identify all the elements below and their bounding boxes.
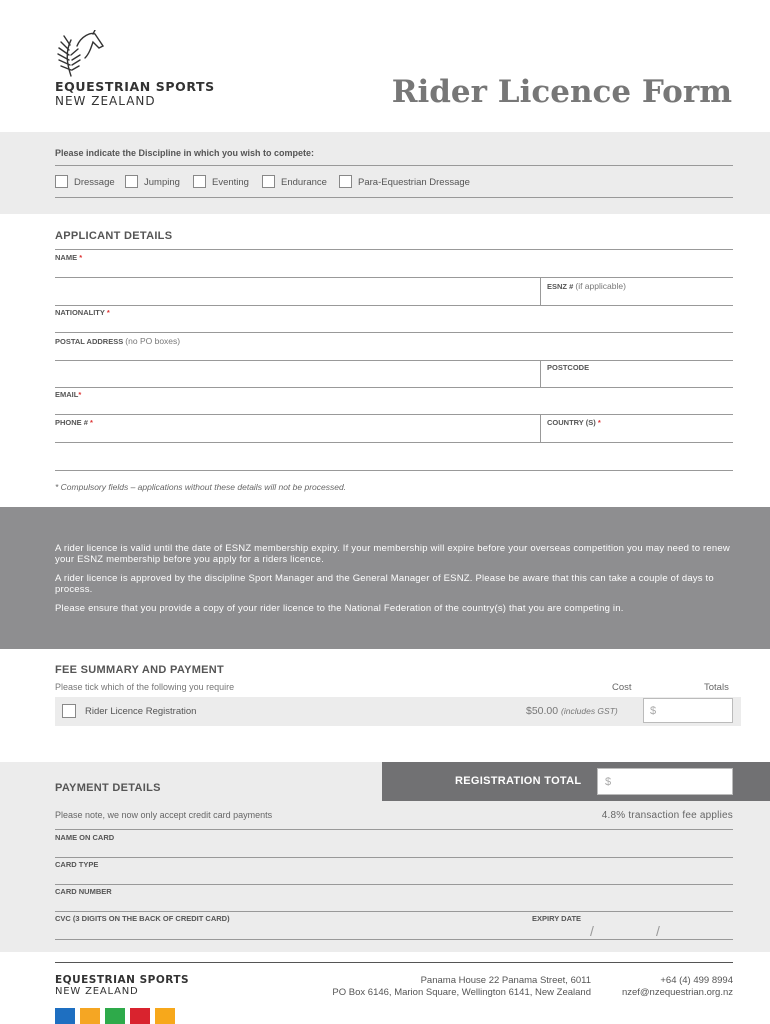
esnz-field[interactable] [55, 305, 733, 306]
discipline-section [0, 132, 770, 214]
rider-licence-checkbox[interactable] [62, 704, 76, 718]
card-number-label: CARD NUMBER [55, 887, 112, 896]
expiry-separator: / [656, 923, 660, 939]
cvc-expiry-field[interactable] [55, 939, 733, 940]
rider-licence-label: Rider Licence Registration [85, 706, 197, 717]
name-field[interactable] [55, 277, 733, 278]
postcode-label: POSTCODE [547, 363, 590, 372]
footer-email[interactable]: nzef@nzequestrian.org.nz [621, 987, 733, 998]
esnz-label: ESNZ # (if applicable) [547, 281, 626, 291]
footer-address-line-1: Panama House 22 Panama Street, 6011 [420, 975, 591, 986]
card-type-field[interactable] [55, 884, 733, 885]
para-dressage-checkbox[interactable] [339, 175, 352, 188]
para-dressage-label: Para-Equestrian Dressage [358, 177, 470, 188]
discipline-prompt: Please indicate the Discipline in which you wish to compete: [55, 148, 315, 158]
country-extra-field[interactable] [55, 470, 733, 471]
jumping-checkbox[interactable] [125, 175, 138, 188]
esnz-logo [55, 30, 109, 78]
postal-address-label: POSTAL ADDRESS (no PO boxes) [55, 336, 181, 346]
expiry-separator: / [590, 923, 594, 939]
divider [55, 165, 733, 166]
brand-swatch-green [105, 1008, 125, 1024]
name-label: NAME * [55, 253, 83, 262]
eventing-checkbox[interactable] [193, 175, 206, 188]
name-on-card-label: NAME ON CARD [55, 833, 115, 842]
divider [55, 197, 733, 198]
postcode-field[interactable] [55, 387, 733, 388]
divider [55, 249, 733, 250]
eventing-label: Eventing [212, 177, 249, 188]
footer-org-country: NEW ZEALAND [55, 986, 139, 997]
footer-org-name: EQUESTRIAN SPORTS [55, 974, 190, 986]
jumping-label: Jumping [144, 177, 180, 188]
fee-total-input[interactable]: $ [643, 698, 733, 723]
brand-swatch-blue [55, 1008, 75, 1024]
email-label: EMAIL* [55, 390, 82, 399]
registration-total-input[interactable]: $ [597, 768, 733, 795]
applicant-section-title: APPLICANT DETAILS [55, 230, 173, 242]
cost-header: Cost [612, 682, 632, 693]
phone-label: PHONE # * [55, 418, 93, 427]
name-on-card-field[interactable] [55, 857, 733, 858]
brand-swatch-orange [80, 1008, 100, 1024]
info-paragraph-3: Please ensure that you provide a copy of your rider licence to the National Federation of the country(s) that you are competing in. [55, 603, 624, 614]
org-name: EQUESTRIAN SPORTS [55, 79, 215, 94]
fee-section-title: FEE SUMMARY AND PAYMENT [55, 664, 225, 676]
endurance-checkbox[interactable] [262, 175, 275, 188]
nationality-field[interactable] [55, 332, 733, 333]
postal-address-field[interactable] [55, 360, 733, 361]
rider-licence-cost: $50.00 (includes GST) [526, 705, 618, 717]
dressage-label: Dressage [74, 177, 115, 188]
transaction-fee-note: 4.8% transaction fee applies [601, 810, 733, 821]
info-paragraph-1: A rider licence is valid until the date of ESNZ membership expiry. If your membership will expire before your overseas competition you may need to renew your ESNZ membership before you apply for a riders licence. [55, 543, 730, 565]
registration-total-label: REGISTRATION TOTAL [455, 775, 582, 787]
brand-swatch-red [130, 1008, 150, 1024]
country-label: COUNTRY (S) * [547, 418, 601, 427]
card-type-label: CARD TYPE [55, 860, 99, 869]
divider [540, 277, 541, 305]
email-field[interactable] [55, 414, 733, 415]
info-paragraph-2: A rider licence is approved by the discipline Sport Manager and the General Manager of ESNZ. Please be aware that this can take a couple of days to process. [55, 573, 714, 595]
dressage-checkbox[interactable] [55, 175, 68, 188]
footer-divider [55, 962, 733, 963]
expiry-date-label: EXPIRY DATE [532, 914, 582, 923]
phone-country-field[interactable] [55, 442, 733, 443]
payment-section-title: PAYMENT DETAILS [55, 782, 161, 794]
totals-header: Totals [704, 682, 729, 693]
divider [55, 829, 733, 830]
credit-card-note: Please note, we now only accept credit card payments [55, 810, 273, 820]
divider [540, 414, 541, 443]
compulsory-note: * Compulsory fields – applications without these details will not be processed. [55, 482, 347, 492]
org-name-country: NEW ZEALAND [55, 94, 156, 108]
fee-subtitle: Please tick which of the following you require [55, 682, 235, 692]
divider [540, 360, 541, 388]
cvc-label: CVC (3 DIGITS ON THE BACK OF CREDIT CARD) [55, 914, 230, 923]
card-number-field[interactable] [55, 911, 733, 912]
page-title: Rider Licence Form [391, 74, 732, 110]
footer-address-line-2: PO Box 6146, Marion Square, Wellington 6141, New Zealand [332, 987, 591, 998]
brand-swatch-yellow [155, 1008, 175, 1024]
footer-phone: +64 (4) 499 8994 [660, 975, 733, 986]
nationality-label: NATIONALITY * [55, 308, 110, 317]
endurance-label: Endurance [281, 177, 327, 188]
